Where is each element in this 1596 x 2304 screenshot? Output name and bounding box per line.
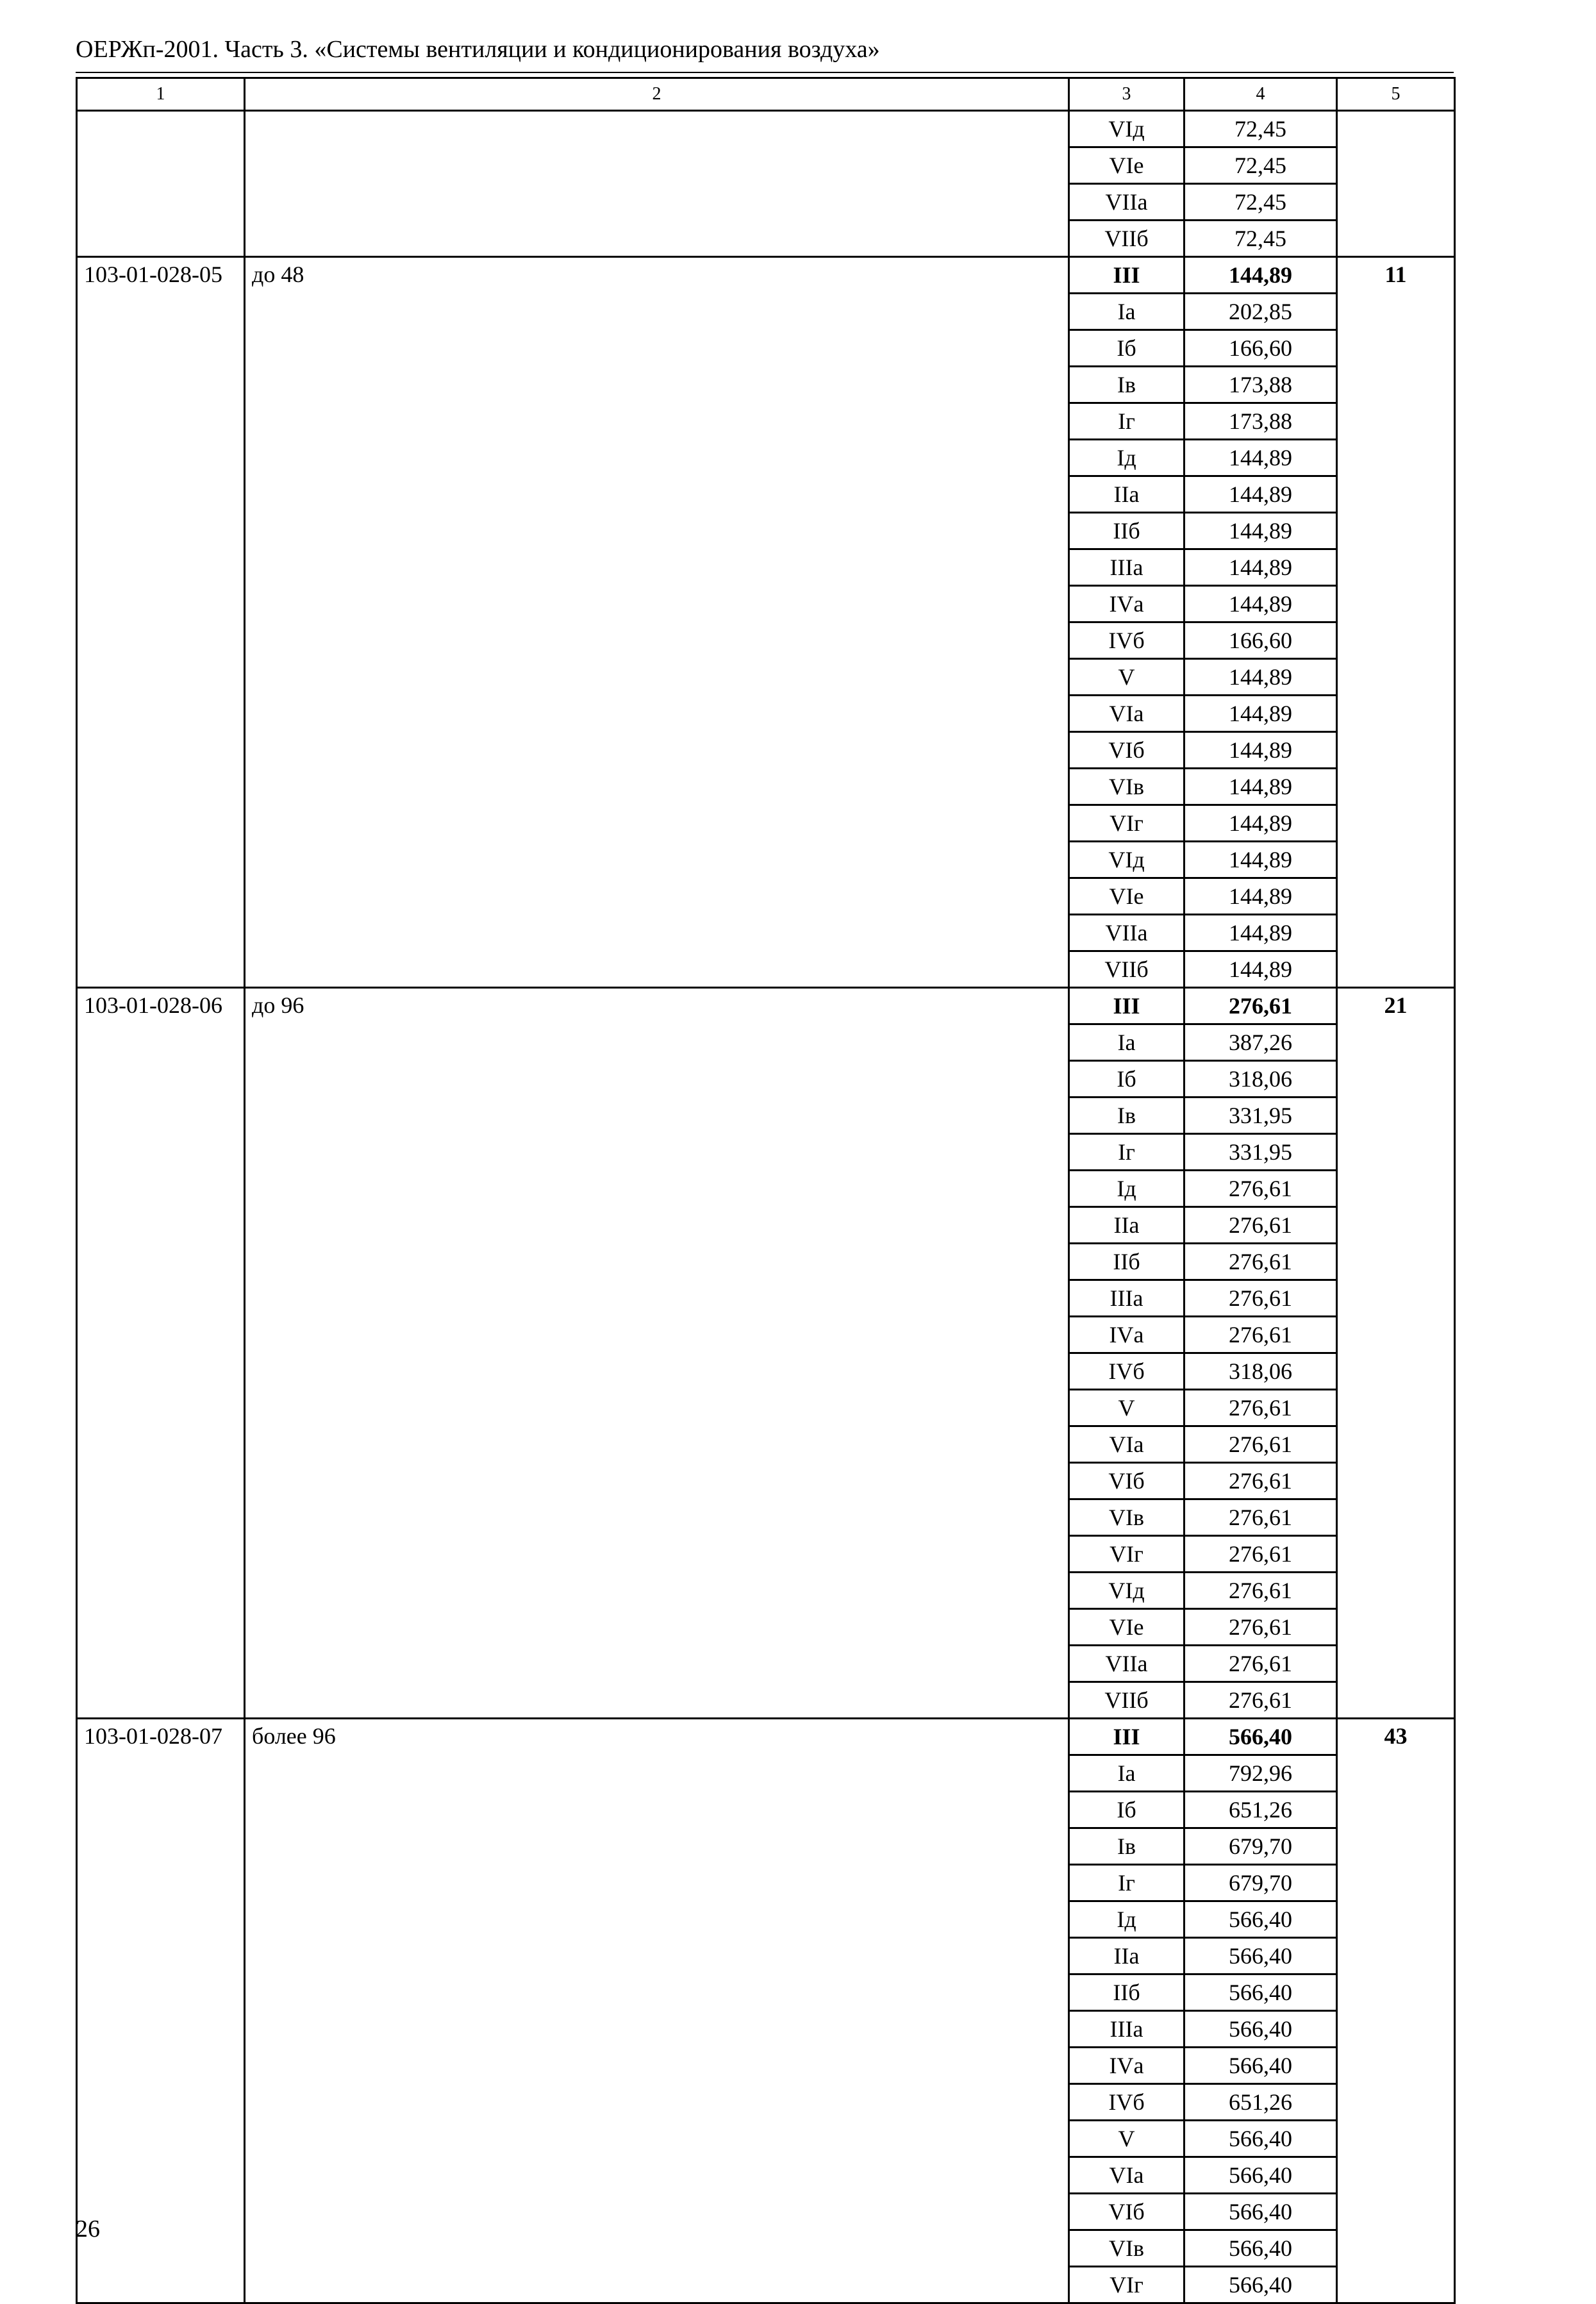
value-cell: 144,89: [1185, 257, 1337, 294]
value-cell: 276,61: [1185, 1646, 1337, 1682]
zone-cell: III: [1069, 988, 1185, 1024]
description-cell: [245, 111, 1069, 257]
value-cell: 144,89: [1185, 440, 1337, 476]
value-cell: 566,40: [1185, 2121, 1337, 2157]
value-cell: 276,61: [1185, 1280, 1337, 1317]
zone-cell: IIIа: [1069, 1280, 1185, 1317]
zone-cell: Iд: [1069, 1901, 1185, 1938]
value-cell: 144,89: [1185, 513, 1337, 549]
column-header-2: 2: [245, 78, 1069, 111]
value-cell: 566,40: [1185, 2230, 1337, 2267]
value-cell: 276,61: [1185, 1426, 1337, 1463]
zone-cell: Iб: [1069, 1061, 1185, 1098]
value-cell: 72,45: [1185, 184, 1337, 221]
zone-cell: IVа: [1069, 1317, 1185, 1353]
zone-cell: IIIа: [1069, 2011, 1185, 2048]
zone-cell: IVб: [1069, 1353, 1185, 1390]
zone-cell: V: [1069, 2121, 1185, 2157]
value-cell: 651,26: [1185, 2084, 1337, 2121]
zone-cell: IIб: [1069, 1244, 1185, 1280]
zone-cell: Iа: [1069, 294, 1185, 330]
zone-cell: Iа: [1069, 1755, 1185, 1792]
value-cell: 679,70: [1185, 1865, 1337, 1901]
value-cell: 276,61: [1185, 1682, 1337, 1719]
zone-cell: VIа: [1069, 2157, 1185, 2194]
value-cell: 276,61: [1185, 1207, 1337, 1244]
zone-cell: VIг: [1069, 2267, 1185, 2303]
zone-cell: IIа: [1069, 476, 1185, 513]
zone-cell: VIIб: [1069, 951, 1185, 988]
value-cell: 144,89: [1185, 732, 1337, 769]
value-cell: 173,88: [1185, 367, 1337, 403]
value-cell: 331,95: [1185, 1134, 1337, 1171]
value-cell: 202,85: [1185, 294, 1337, 330]
table-row: [77, 988, 1455, 1024]
zone-cell: VIIб: [1069, 1682, 1185, 1719]
description-cell: до 96: [245, 988, 1069, 1719]
zone-cell: IVа: [1069, 2048, 1185, 2084]
zone-cell: VIд: [1069, 1573, 1185, 1609]
value-cell: 166,60: [1185, 622, 1337, 659]
value-cell: 173,88: [1185, 403, 1337, 440]
value-cell: 318,06: [1185, 1353, 1337, 1390]
value-cell: 144,89: [1185, 476, 1337, 513]
value-cell: 566,40: [1185, 2267, 1337, 2303]
page-header-title: ОЕРЖп-2001. Часть 3. «Системы вентиляции и кондиционирования воздуха»: [76, 36, 880, 63]
value-cell: 276,61: [1185, 1573, 1337, 1609]
value-cell: 276,61: [1185, 1244, 1337, 1280]
value-cell: 72,45: [1185, 111, 1337, 147]
zone-cell: V: [1069, 659, 1185, 696]
zone-cell: Iд: [1069, 1171, 1185, 1207]
zone-cell: VIв: [1069, 2230, 1185, 2267]
value-cell: 566,40: [1185, 1974, 1337, 2011]
zone-cell: IVб: [1069, 622, 1185, 659]
value-cell: 144,89: [1185, 659, 1337, 696]
zone-cell: Iд: [1069, 440, 1185, 476]
zone-cell: IVа: [1069, 586, 1185, 622]
zone-cell: VIIб: [1069, 221, 1185, 257]
zone-cell: V: [1069, 1390, 1185, 1426]
zone-cell: Iг: [1069, 403, 1185, 440]
value-cell: 144,89: [1185, 586, 1337, 622]
value-cell: 276,61: [1185, 988, 1337, 1024]
value-cell: 387,26: [1185, 1024, 1337, 1061]
zone-cell: IIб: [1069, 1974, 1185, 2011]
value-cell: 566,40: [1185, 2194, 1337, 2230]
value-cell: 651,26: [1185, 1792, 1337, 1828]
zone-cell: VIв: [1069, 1499, 1185, 1536]
zone-cell: VIе: [1069, 878, 1185, 915]
zone-cell: Iв: [1069, 1098, 1185, 1134]
value-cell: 276,61: [1185, 1171, 1337, 1207]
zone-cell: Iб: [1069, 1792, 1185, 1828]
value-cell: 276,61: [1185, 1390, 1337, 1426]
value-cell: 144,89: [1185, 549, 1337, 586]
value-cell: 566,40: [1185, 2011, 1337, 2048]
zone-cell: VIа: [1069, 1426, 1185, 1463]
header-rule: [76, 72, 1454, 73]
col5-cell: 43: [1337, 1719, 1455, 2303]
code-cell: 103-01-028-05: [77, 257, 245, 988]
zone-cell: III: [1069, 1719, 1185, 1755]
value-cell: 566,40: [1185, 1719, 1337, 1755]
zone-cell: Iг: [1069, 1865, 1185, 1901]
col5-cell: 11: [1337, 257, 1455, 988]
table-row: [77, 111, 1455, 147]
zone-cell: IVб: [1069, 2084, 1185, 2121]
zone-cell: IIа: [1069, 1938, 1185, 1974]
zone-cell: VIг: [1069, 805, 1185, 842]
value-cell: 679,70: [1185, 1828, 1337, 1865]
column-header-3: 3: [1069, 78, 1185, 111]
value-cell: 144,89: [1185, 842, 1337, 878]
value-cell: 144,89: [1185, 805, 1337, 842]
zone-cell: IIб: [1069, 513, 1185, 549]
column-header-4: 4: [1185, 78, 1337, 111]
zone-cell: VIб: [1069, 1463, 1185, 1499]
value-cell: 276,61: [1185, 1609, 1337, 1646]
code-cell: 103-01-028-06: [77, 988, 245, 1719]
page-number: 26: [76, 2216, 100, 2242]
value-cell: 318,06: [1185, 1061, 1337, 1098]
col5-cell: 21: [1337, 988, 1455, 1719]
value-cell: 144,89: [1185, 696, 1337, 732]
zone-cell: VIд: [1069, 842, 1185, 878]
zone-cell: Iг: [1069, 1134, 1185, 1171]
value-cell: 276,61: [1185, 1536, 1337, 1573]
col5-cell: [1337, 111, 1455, 257]
value-cell: 144,89: [1185, 769, 1337, 805]
table-row: [77, 1719, 1455, 1755]
rates-table: [76, 77, 1456, 2304]
value-cell: 144,89: [1185, 878, 1337, 915]
zone-cell: Iб: [1069, 330, 1185, 367]
zone-cell: Iв: [1069, 367, 1185, 403]
zone-cell: VIIа: [1069, 1646, 1185, 1682]
zone-cell: VIб: [1069, 732, 1185, 769]
description-cell: более 96: [245, 1719, 1069, 2303]
column-header-1: 1: [77, 78, 245, 111]
zone-cell: VIе: [1069, 1609, 1185, 1646]
value-cell: 276,61: [1185, 1499, 1337, 1536]
zone-cell: III: [1069, 257, 1185, 294]
code-cell: [77, 111, 245, 257]
zone-cell: VIIа: [1069, 915, 1185, 951]
value-cell: 72,45: [1185, 221, 1337, 257]
value-cell: 144,89: [1185, 951, 1337, 988]
zone-cell: VIг: [1069, 1536, 1185, 1573]
value-cell: 566,40: [1185, 1901, 1337, 1938]
zone-cell: IIа: [1069, 1207, 1185, 1244]
description-cell: до 48: [245, 257, 1069, 988]
value-cell: 331,95: [1185, 1098, 1337, 1134]
value-cell: 72,45: [1185, 147, 1337, 184]
value-cell: 792,96: [1185, 1755, 1337, 1792]
value-cell: 566,40: [1185, 2048, 1337, 2084]
zone-cell: Iа: [1069, 1024, 1185, 1061]
code-cell: 103-01-028-07: [77, 1719, 245, 2303]
zone-cell: Iв: [1069, 1828, 1185, 1865]
value-cell: 166,60: [1185, 330, 1337, 367]
zone-cell: VIд: [1069, 111, 1185, 147]
table-row: [77, 257, 1455, 294]
value-cell: 144,89: [1185, 915, 1337, 951]
zone-cell: VIб: [1069, 2194, 1185, 2230]
zone-cell: IIIа: [1069, 549, 1185, 586]
zone-cell: VIIа: [1069, 184, 1185, 221]
value-cell: 566,40: [1185, 2157, 1337, 2194]
zone-cell: VIа: [1069, 696, 1185, 732]
value-cell: 276,61: [1185, 1317, 1337, 1353]
value-cell: 566,40: [1185, 1938, 1337, 1974]
value-cell: 276,61: [1185, 1463, 1337, 1499]
zone-cell: VIв: [1069, 769, 1185, 805]
zone-cell: VIе: [1069, 147, 1185, 184]
column-header-5: 5: [1337, 78, 1455, 111]
table-header-row: [77, 78, 1455, 111]
